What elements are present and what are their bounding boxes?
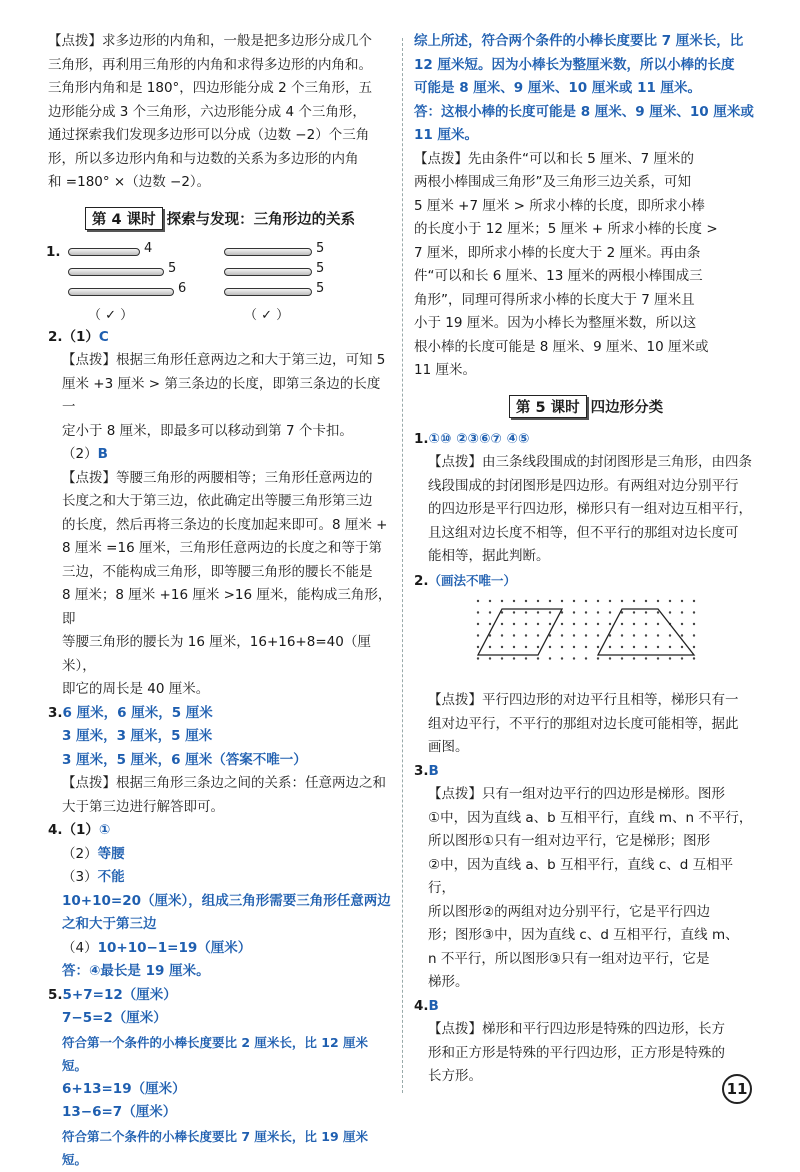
- grid-dot: [513, 611, 515, 613]
- grid-dot: [657, 611, 659, 613]
- answer: ①: [98, 822, 111, 838]
- stick-label: 5: [316, 240, 325, 256]
- grid-dot: [645, 646, 647, 648]
- grid-dot: [585, 646, 587, 648]
- tip: [48, 772, 392, 819]
- section-4-heading: [48, 207, 392, 230]
- grid-dot: [501, 646, 503, 648]
- grid-dot: [477, 657, 479, 659]
- grid-dot: [693, 623, 695, 625]
- grid-dot: [597, 611, 599, 613]
- grid-dot: [501, 623, 503, 625]
- grid-dot: [645, 634, 647, 636]
- section-badge: 第 4 课时: [85, 207, 163, 230]
- grid-dot: [633, 657, 635, 659]
- question-4: [414, 995, 758, 1089]
- answer: （画法不唯一）: [428, 572, 517, 588]
- question-2: [48, 326, 392, 702]
- grid-dot: [513, 634, 515, 636]
- question-1: [414, 428, 758, 569]
- grid-dot: [549, 623, 551, 625]
- text-line: n 不平行，所以图形③只有一组对边平行，它是: [428, 950, 710, 967]
- answer: 答：④最长是 19 厘米。: [62, 963, 210, 979]
- text-line: 梯形。: [428, 974, 469, 990]
- tip: [414, 783, 758, 995]
- grid-dot: [681, 646, 683, 648]
- grid-dot: [489, 623, 491, 625]
- text-line: 两根小棒围成三角形”及三角形三边关系，可知: [414, 174, 691, 190]
- text-line: 7 厘米，即所求小棒的长度大于 2 厘米。再由条: [414, 244, 701, 261]
- grid-dot: [633, 600, 635, 602]
- section-badge: 第 5 课时: [509, 395, 587, 418]
- grid-dot: [609, 600, 611, 602]
- grid-dot: [561, 634, 563, 636]
- stick-right-1: [224, 248, 312, 256]
- grid-dot: [525, 623, 527, 625]
- text-line: 三边，不能构成三角形，即等腰三角形的腰长不能是: [62, 563, 373, 580]
- stick-left-3: [68, 288, 174, 296]
- grid-dot: [645, 600, 647, 602]
- grid-dot: [657, 623, 659, 625]
- answer: 3 厘米，3 厘米，5 厘米: [62, 728, 213, 744]
- answer: 3 厘米，5 厘米，6 厘米（答案不唯一）: [62, 751, 307, 768]
- grid-dot: [681, 657, 683, 659]
- answer: B: [428, 762, 439, 779]
- grid-dot: [537, 600, 539, 602]
- grid-dot: [513, 600, 515, 602]
- stick-label: 5: [316, 260, 325, 276]
- stick-label: 5: [316, 280, 325, 296]
- text-line: 三角形，再利用三角形的内角和求得多边形的内角和。: [48, 56, 372, 73]
- grid-dot: [693, 600, 695, 602]
- grid-dot: [669, 634, 671, 636]
- check-mark-right: （ ✓ ）: [244, 307, 290, 323]
- text-line: 角形”，同理可得所求小棒的长度大于 7 厘米且: [414, 291, 695, 308]
- text-line: 件“可以和长 6 厘米、13 厘米的两根小棒围成三: [414, 268, 703, 284]
- grid-dot: [537, 657, 539, 659]
- text-line: 的四边形是平行四边形，梯形只有一组对边互相平行，: [428, 501, 752, 517]
- grid-dot: [693, 611, 695, 613]
- grid-dot: [561, 657, 563, 659]
- grid-dot: [537, 611, 539, 613]
- grid-dot: [513, 657, 515, 659]
- question-5: [48, 984, 392, 1172]
- text-line: 【点拨】根据三角形任意两边之和大于第三边，可知 5: [62, 352, 386, 368]
- text-line: 长方形。: [428, 1068, 482, 1084]
- grid-dot: [669, 600, 671, 602]
- answer: 12 厘米短。因为小棒长为整厘米数，所以小棒的长度: [414, 56, 735, 73]
- grid-dot: [489, 600, 491, 602]
- text-line: 形；图形③中，因为直线 c、d 互相平行，直线 m、: [428, 927, 739, 943]
- grid-dot: [681, 611, 683, 613]
- question-number: 5.: [48, 986, 63, 1003]
- parallelogram-shape: [478, 609, 562, 655]
- text-line: 厘米 +3 厘米 > 第三条边的长度，即第三条边的长度一: [62, 375, 381, 415]
- grid-dot: [597, 646, 599, 648]
- grid-dot: [513, 646, 515, 648]
- text-line: ②中，因为直线 a、b 互相平行，直线 c、d 互相平行，: [428, 856, 734, 896]
- text-line: 组对边平行，不平行的那组对边长度可能相等，据此: [428, 715, 739, 732]
- grid-dot: [525, 646, 527, 648]
- text-line: 长度之和大于第三边，依此确定出等腰三角形第三边: [62, 493, 373, 509]
- tip: [414, 1018, 758, 1089]
- tip: [48, 467, 392, 702]
- text-line: 【点拨】只有一组对边平行的四边形是梯形。图形: [428, 786, 725, 802]
- grid-dot: [681, 600, 683, 602]
- grid-dot: [657, 600, 659, 602]
- text-line: 【点拨】等腰三角形的两腰相等；三角形任意两边的: [62, 469, 373, 486]
- answer: 10+10=20（厘米），组成三角形需要三角形任意两边: [62, 892, 391, 909]
- answer: 6 厘米，6 厘米，5 厘米: [62, 704, 213, 721]
- dot-grid-drawing: [466, 599, 706, 677]
- text-line: 根小棒的长度可能是 8 厘米、9 厘米、10 厘米或: [414, 338, 709, 355]
- grid-dot: [657, 646, 659, 648]
- section-title: 四边形分类: [590, 399, 664, 416]
- tip: [414, 689, 758, 760]
- grid-dot: [597, 623, 599, 625]
- grid-dot: [585, 634, 587, 636]
- answer: 综上所述，符合两个条件的小棒长度要比 7 厘米长，比: [414, 33, 744, 49]
- answer: 可能是 8 厘米、9 厘米、10 厘米或 11 厘米。: [414, 80, 702, 96]
- answer: ①⑩ ②③⑥⑦ ④⑤: [428, 430, 530, 447]
- grid-dot: [573, 634, 575, 636]
- grid-dot: [573, 646, 575, 648]
- grid-dot: [525, 611, 527, 613]
- grid-dot: [609, 646, 611, 648]
- grid-dot: [645, 611, 647, 613]
- answer: 符合第一个条件的小棒长度要比 2 厘米长，比 12 厘米短。: [62, 1034, 369, 1073]
- text-line: 11 厘米。: [414, 362, 476, 378]
- grid-dot: [657, 657, 659, 659]
- text-line: 的长度，然后再将三条边的长度加起来即可。8 厘米 +: [62, 516, 388, 533]
- grid-dot: [525, 657, 527, 659]
- grid-dot: [501, 657, 503, 659]
- text-line: 5 厘米 +7 厘米 > 所求小棒的长度，即所求小棒: [414, 197, 705, 214]
- grid-dot: [597, 634, 599, 636]
- text-line: 所以图形①只有一组对边平行，它是梯形；图形: [428, 833, 711, 849]
- section-5-heading: [414, 395, 758, 418]
- text-line: 且这组对边长度不相等，但不平行的那组对边长度可: [428, 524, 739, 541]
- text-line: 大于第三边进行解答即可。: [62, 798, 224, 815]
- grid-dot: [633, 623, 635, 625]
- grid-dot: [681, 623, 683, 625]
- text-line: 8 厘米 =16 厘米，三角形任意两边的长度之和等于第: [62, 540, 382, 556]
- grid-dot: [633, 634, 635, 636]
- sub-number: （2）: [62, 845, 98, 862]
- question-number: 1.: [414, 430, 429, 447]
- question-5-continued: [414, 30, 758, 383]
- text-line: 即它的周长是 40 厘米。: [62, 681, 210, 697]
- grid-dot: [585, 623, 587, 625]
- question-number: 2.: [414, 572, 429, 589]
- question-number: 4.（1）: [48, 822, 99, 838]
- grid-dot: [573, 600, 575, 602]
- question-number: 4.: [414, 997, 429, 1014]
- question-3: [48, 702, 392, 820]
- grid-dot: [477, 600, 479, 602]
- grid-dot: [513, 623, 515, 625]
- text-line: 【点拨】求多边形的内角和，一般是把多边形分成几个: [48, 33, 372, 49]
- sub-number: （3）: [62, 869, 98, 885]
- grid-dot: [489, 657, 491, 659]
- text-line: 等腰三角形的腰长为 16 厘米，16+16+8=40（厘米），: [62, 634, 371, 674]
- grid-dot: [609, 623, 611, 625]
- grid-dot: [633, 646, 635, 648]
- grid-dot: [549, 600, 551, 602]
- stick-right-3: [224, 288, 312, 296]
- grid-dot: [549, 611, 551, 613]
- intro-tip: [48, 30, 392, 195]
- sub-number: （4）: [62, 939, 98, 956]
- tip: [414, 148, 758, 383]
- answer: 答：这根小棒的长度可能是 8 厘米、9 厘米、10 厘米或: [414, 103, 754, 120]
- grid-dot: [561, 646, 563, 648]
- grid-dot: [585, 600, 587, 602]
- column-divider: [402, 38, 403, 1093]
- text-line: 【点拨】根据三角形三条边之间的关系：任意两边之和: [62, 775, 386, 791]
- grid-dot: [657, 634, 659, 636]
- grid-dot: [669, 646, 671, 648]
- text-line: 所以图形②的两组对边分别平行，它是平行四边: [428, 903, 711, 920]
- text-line: 和 =180° ×（边数 −2）。: [48, 174, 211, 190]
- text-line: ①中，因为直线 a、b 互相平行，直线 m、n 不平行，: [428, 809, 753, 826]
- grid-dot: [525, 600, 527, 602]
- answer: 5+7=12（厘米）: [62, 986, 177, 1003]
- section-title: 探索与发现：三角形边的关系: [166, 211, 356, 228]
- grid-dot: [693, 657, 695, 659]
- text-line: 三角形内角和是 180°，四边形能分成 2 个三角形，五: [48, 80, 372, 96]
- grid-dot: [501, 600, 503, 602]
- text-line: 形和正方形是特殊的平行四边形，正方形是特殊的: [428, 1044, 725, 1061]
- question-number: 3.: [48, 704, 63, 721]
- grid-dot: [501, 634, 503, 636]
- grid-dot: [669, 657, 671, 659]
- grid-dot: [561, 623, 563, 625]
- tip: [48, 349, 392, 443]
- grid-dot: [621, 634, 623, 636]
- grid-dot: [561, 600, 563, 602]
- answer: 符合第二个条件的小棒长度要比 7 厘米长，比 19 厘米短。: [62, 1128, 369, 1167]
- answer: B: [428, 997, 439, 1014]
- grid-dot: [597, 657, 599, 659]
- question-2: [414, 569, 758, 760]
- answer: 6+13=19（厘米）: [62, 1080, 186, 1097]
- question-4: [48, 819, 392, 984]
- answer: 等腰: [97, 845, 125, 862]
- grid-dot: [585, 611, 587, 613]
- answer: 10+10−1=19（厘米）: [97, 939, 252, 956]
- stick-right-2: [224, 268, 312, 276]
- grid-dot: [645, 657, 647, 659]
- question-number: 3.: [414, 762, 429, 779]
- grid-dot: [645, 623, 647, 625]
- answer: 不能: [97, 869, 125, 885]
- grid-dot: [489, 611, 491, 613]
- question-number: 2.（1）: [48, 328, 99, 345]
- grid-dot: [537, 646, 539, 648]
- grid-dot: [537, 634, 539, 636]
- text-line: 小于 19 厘米。因为小棒长为整厘米数，所以这: [414, 315, 697, 331]
- grid-dot: [633, 611, 635, 613]
- grid-dot: [681, 634, 683, 636]
- question-3: [414, 760, 758, 995]
- text-line: 的长度小于 12 厘米；5 厘米 + 所求小棒的长度 >: [414, 221, 718, 237]
- question-1: [48, 240, 392, 322]
- stick-left-2: [68, 268, 164, 276]
- text-line: 能相等，据此判断。: [428, 548, 550, 564]
- answer: C: [98, 328, 109, 345]
- text-line: 【点拨】先由条件“可以和长 5 厘米、7 厘米的: [414, 150, 695, 167]
- grid-dot: [573, 611, 575, 613]
- sub-number: （2）: [62, 446, 98, 462]
- grid-dot: [621, 646, 623, 648]
- grid-dot: [669, 611, 671, 613]
- grid-dot: [621, 657, 623, 659]
- grid-dot: [609, 611, 611, 613]
- text-line: 通过探索我们发现多边形可以分成（边数 −2）个三角: [48, 127, 370, 143]
- grid-dot: [525, 634, 527, 636]
- grid-dot: [549, 646, 551, 648]
- text-line: 边形能分成 3 个三角形，六边形能分成 4 个三角形，: [48, 103, 366, 120]
- text-line: 【点拨】平行四边形的对边平行且相等，梯形只有一: [428, 692, 739, 708]
- tip: [414, 451, 758, 569]
- left-column: [48, 30, 392, 1172]
- sticks-figure: [48, 240, 392, 322]
- grid-dot: [597, 600, 599, 602]
- answer: 之和大于第三边: [62, 916, 157, 932]
- text-line: 【点拨】梯形和平行四边形是特殊的四边形，长方: [428, 1021, 725, 1037]
- stick-label: 5: [168, 260, 177, 276]
- grid-dot: [621, 600, 623, 602]
- grid-dot: [537, 623, 539, 625]
- grid-dot: [573, 623, 575, 625]
- grid-dot: [549, 657, 551, 659]
- stick-label: 4: [144, 240, 153, 256]
- stick-label: 6: [178, 280, 187, 296]
- grid-dot: [573, 657, 575, 659]
- grid-dot: [477, 611, 479, 613]
- grid-dot: [477, 623, 479, 625]
- grid-dot: [489, 646, 491, 648]
- grid-dot: [477, 646, 479, 648]
- right-column: [414, 30, 758, 1089]
- page-number: 11: [722, 1074, 752, 1104]
- answer: 7−5=2（厘米）: [62, 1010, 167, 1026]
- text-line: 画图。: [428, 739, 469, 755]
- answer: 11 厘米。: [414, 127, 478, 143]
- grid-dot: [477, 634, 479, 636]
- grid-dot: [693, 646, 695, 648]
- text-line: 定小于 8 厘米，即最多可以移动到第 7 个卡扣。: [62, 422, 353, 439]
- grid-dot: [585, 657, 587, 659]
- grid-dot: [693, 634, 695, 636]
- question-number: 1.: [46, 243, 61, 260]
- grid-dot: [621, 623, 623, 625]
- check-mark-left: （ ✓ ）: [88, 307, 134, 323]
- text-line: 8 厘米；8 厘米 +16 厘米 >16 厘米，能构成三角形，即: [62, 587, 392, 627]
- answer: B: [97, 446, 108, 462]
- stick-left-1: [68, 248, 140, 256]
- text-line: 线段围成的封闭图形是四边形。有两组对边分别平行: [428, 477, 739, 494]
- text-line: 形，所以多边形内角和与边数的关系为多边形的内角: [48, 150, 359, 167]
- grid-dot: [609, 657, 611, 659]
- text-line: 【点拨】由三条线段围成的封闭图形是三角形，由四条: [428, 454, 752, 470]
- answer: 13−6=7（厘米）: [62, 1104, 177, 1120]
